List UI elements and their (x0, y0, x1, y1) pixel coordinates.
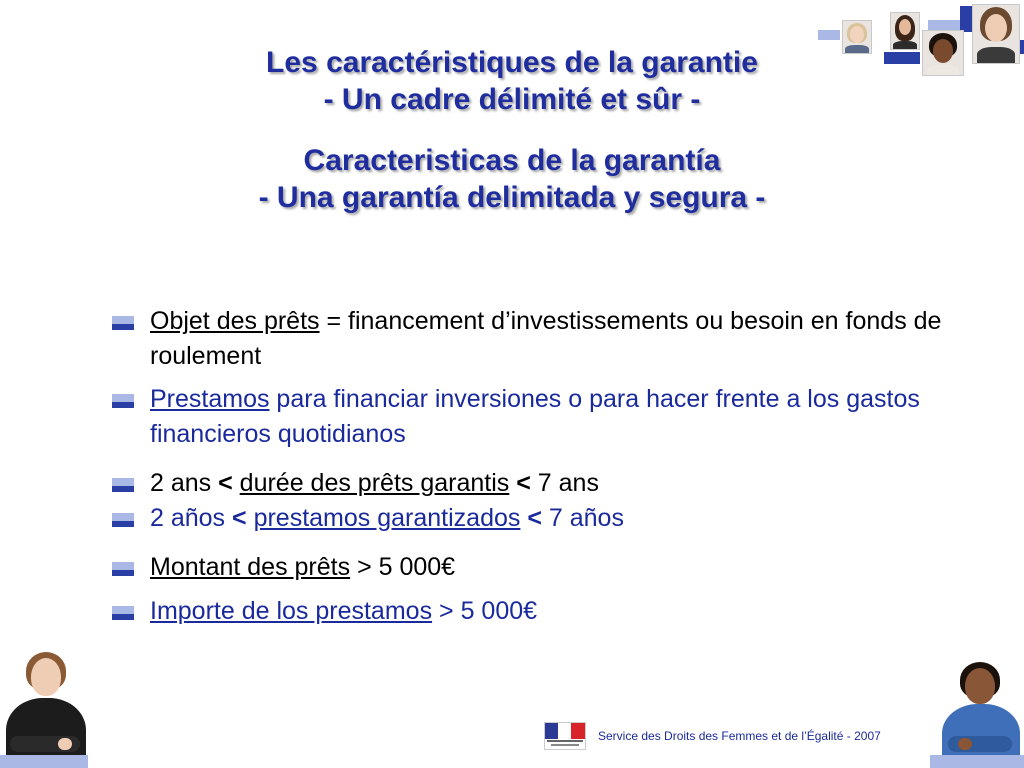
bullet-prestamos-garantizados (112, 501, 952, 536)
less-than-symbol: < (527, 504, 542, 532)
bullet-prestamos (112, 382, 952, 452)
bullet-duree-prets (112, 466, 952, 501)
woman-photo-right (936, 662, 1024, 768)
bullet-text: 2 años (150, 504, 233, 532)
bullet-underlined-term: Montant des prêts (150, 553, 351, 581)
title-fr-line2: - Un cadre délimité et sûr - (323, 83, 701, 116)
title-es-line1: Caracteristicas de la garantía (303, 144, 721, 177)
bullet-montant-prets (112, 550, 952, 585)
bullet-text: 7 ans (530, 469, 599, 497)
bullet-text: 7 años (541, 504, 624, 532)
bullet-text: 2 ans (150, 469, 219, 497)
title-es-line2: - Una garantía delimitada y segura - (258, 181, 766, 214)
bullet-underlined-term: Importe de los prestamos (150, 597, 433, 625)
portrait-photo (922, 30, 964, 76)
bullet-marker-icon (112, 513, 134, 527)
title-fr-line1: Les caractéristiques de la garantie (266, 46, 758, 79)
portrait-photo (890, 12, 920, 50)
bullet-marker-icon (112, 394, 134, 408)
bullet-list (112, 304, 952, 629)
footer (544, 722, 881, 750)
decor-block (818, 30, 840, 40)
bullet-underlined-term: Objet des prêts (150, 307, 320, 335)
bullet-importe-prestamos (112, 594, 952, 629)
bullet-marker-icon (112, 606, 134, 620)
decor-bar (930, 755, 1024, 768)
less-than-symbol: < (218, 469, 233, 497)
bullet-text: = financement d’investissements ou besoin en fonds de roulement (150, 307, 942, 370)
republique-francaise-logo-icon (544, 722, 586, 750)
decor-block (884, 52, 920, 64)
slide-title (150, 44, 874, 216)
less-than-symbol: < (232, 504, 247, 532)
bullet-text: > 5 000€ (350, 553, 456, 581)
less-than-symbol: < (516, 469, 531, 497)
bullet-text: para financiar inversiones o para hacer frente a los gastos financieros quotidianos (150, 385, 920, 448)
bullet-marker-icon (112, 562, 134, 576)
bullet-underlined-term: durée des prêts garantis (239, 469, 510, 497)
bullet-marker-icon (112, 478, 134, 492)
bullet-underlined-term: Prestamos (150, 385, 270, 413)
bullet-objet-prets (112, 304, 952, 374)
bullet-text: > 5 000€ (432, 597, 538, 625)
decor-bar (0, 755, 88, 768)
portrait-photo (972, 4, 1020, 64)
bullet-marker-icon (112, 316, 134, 330)
bullet-underlined-term: prestamos garantizados (253, 504, 521, 532)
footer-text: Service des Droits des Femmes et de l’Égalité - 2007 (598, 729, 881, 743)
woman-photo-left (0, 652, 92, 768)
